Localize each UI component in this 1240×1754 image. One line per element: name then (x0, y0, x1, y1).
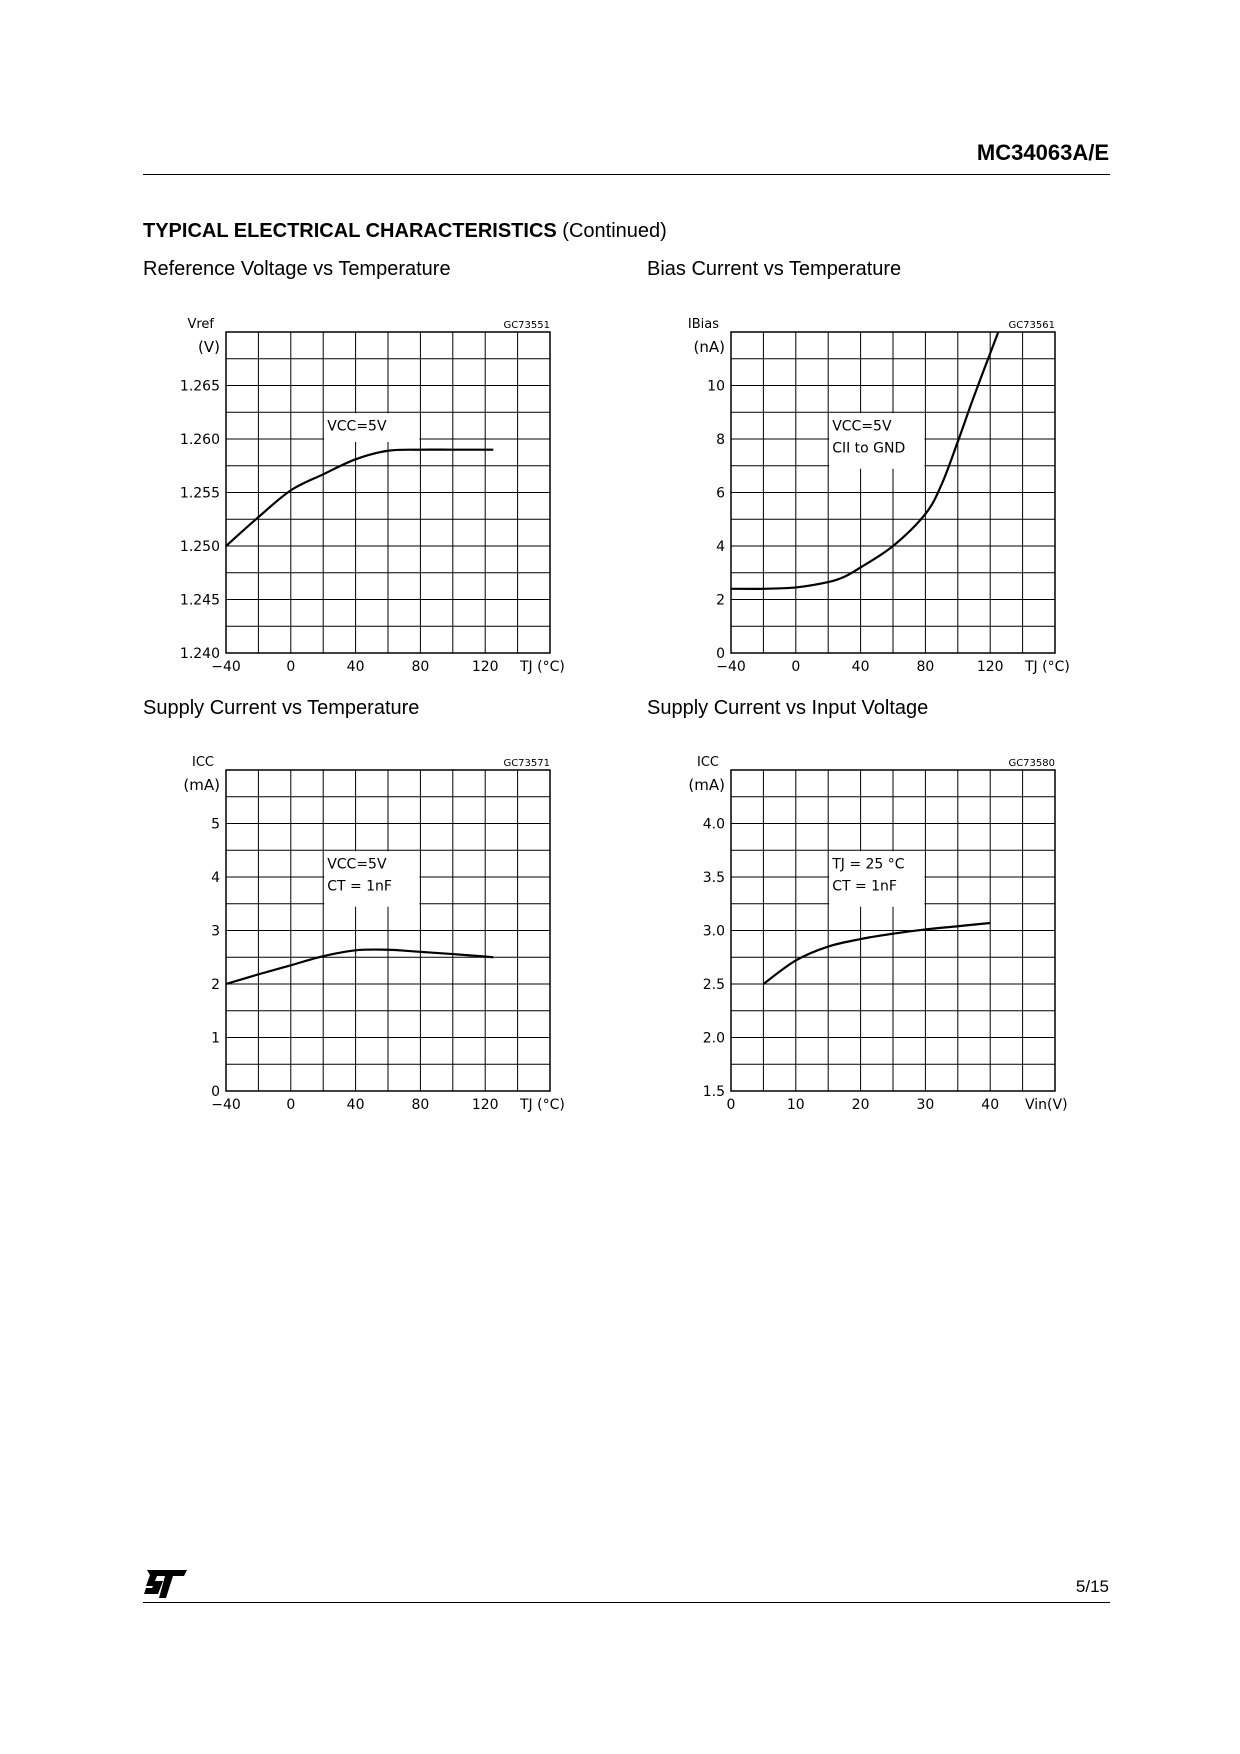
y-tick-label: 1.245 (179, 592, 220, 609)
annotation-text: CT = 1nF (327, 878, 392, 895)
chart-bias-current (645, 310, 1095, 680)
st-logo (143, 1568, 189, 1600)
x-axis-unit: TJ (°C) (520, 1097, 565, 1113)
y-axis-label: ICC (192, 755, 214, 770)
x-tick-label: 30 (916, 1097, 935, 1113)
x-tick-label: 80 (411, 659, 430, 675)
chart-supply-current-vin (645, 748, 1095, 1118)
y-tick-label: 2 (211, 977, 220, 993)
x-tick-label: 120 (976, 659, 1004, 675)
y-tick-label: 1.250 (179, 539, 220, 555)
chart-caption-supply-current-vin: Supply Current vs Input Voltage (647, 697, 929, 719)
x-tick-label: −40 (211, 659, 241, 675)
series-line (763, 923, 990, 984)
y-tick-label: 4.0 (702, 816, 725, 833)
chart-caption-bias-current: Bias Current vs Temperature (647, 258, 902, 280)
x-tick-label: 0 (286, 659, 296, 675)
document-title: MC34063A/E (976, 140, 1109, 165)
x-axis-unit: TJ (°C) (520, 659, 565, 675)
y-axis-unit: (mA) (688, 776, 725, 794)
figure-code: GC73571 (503, 758, 550, 769)
chart-supply-current-temp-svg (140, 748, 590, 1118)
y-tick-label: 4 (716, 539, 725, 555)
figure-code: GC73580 (1008, 758, 1055, 769)
x-tick-label: 40 (346, 659, 365, 675)
y-tick-label: 8 (716, 432, 725, 448)
st-logo-mark (143, 1568, 189, 1600)
x-tick-label: 80 (411, 1097, 430, 1113)
x-tick-label: 40 (981, 1097, 1000, 1113)
x-axis-unit: Vin(V) (1025, 1097, 1068, 1113)
chart-caption-supply-current-temp: Supply Current vs Temperature (143, 697, 420, 719)
y-axis-unit: (nA) (693, 338, 725, 356)
y-tick-label: 0 (716, 646, 725, 662)
chart-supply-current-temp (140, 748, 590, 1118)
section-title-rest: (Continued) (556, 220, 667, 242)
chart-supply-current-vin-svg (645, 748, 1095, 1118)
y-axis-label: ICC (697, 755, 719, 770)
annotation-text: CII to GND (832, 440, 906, 457)
y-tick-label: 1.5 (702, 1084, 725, 1100)
figure-code: GC73551 (503, 320, 550, 331)
x-tick-label: 40 (851, 659, 870, 675)
y-tick-label: 1.240 (179, 646, 220, 662)
y-tick-label: 2.0 (702, 1030, 725, 1047)
annotation-text: VCC=5V (327, 418, 387, 435)
chart-caption-ref-voltage: Reference Voltage vs Temperature (143, 258, 451, 280)
y-tick-label: 1.265 (179, 378, 220, 395)
chart-ref-voltage (140, 310, 590, 680)
x-axis-unit: TJ (°C) (1025, 659, 1070, 675)
y-tick-label: 3.0 (702, 923, 725, 940)
y-tick-label: 3.5 (702, 870, 725, 886)
y-tick-label: 10 (707, 378, 725, 395)
y-tick-label: 1.255 (179, 485, 220, 502)
annotation-text: TJ = 25 °C (832, 856, 905, 873)
page-number: 5/15 (1075, 1577, 1109, 1596)
x-tick-label: 0 (286, 1097, 296, 1113)
y-tick-label: 1 (211, 1030, 220, 1047)
x-tick-label: 120 (471, 1097, 499, 1113)
x-tick-label: 20 (851, 1097, 870, 1113)
x-tick-label: −40 (211, 1097, 241, 1113)
y-axis-unit: (mA) (183, 776, 220, 794)
x-tick-label: 0 (726, 1097, 736, 1113)
y-axis-label: IBias (687, 317, 719, 332)
footer-rule (143, 1602, 1110, 1603)
x-tick-label: −40 (716, 659, 746, 675)
x-tick-label: 120 (471, 659, 499, 675)
annotation-text: VCC=5V (832, 418, 892, 435)
x-tick-label: 0 (791, 659, 801, 675)
section-heading (143, 220, 667, 243)
y-tick-label: 0 (211, 1084, 220, 1100)
y-tick-label: 4 (211, 870, 220, 886)
x-tick-label: 80 (916, 659, 935, 675)
chart-ref-voltage-svg (140, 310, 590, 680)
y-axis-unit: (V) (198, 338, 220, 356)
annotation-text: VCC=5V (327, 856, 387, 873)
section-title-bold: TYPICAL ELECTRICAL CHARACTERISTICS (143, 220, 557, 242)
y-tick-label: 5 (211, 816, 220, 833)
chart-bias-current-svg (645, 310, 1095, 680)
y-tick-label: 6 (716, 485, 725, 502)
y-tick-label: 1.260 (179, 432, 220, 448)
y-axis-label: Vref (187, 317, 214, 332)
x-tick-label: 10 (786, 1097, 805, 1113)
y-tick-label: 3 (211, 923, 220, 940)
x-tick-label: 40 (346, 1097, 365, 1113)
annotation-text: CT = 1nF (832, 878, 897, 895)
y-tick-label: 2 (716, 592, 725, 609)
figure-code: GC73561 (1008, 320, 1055, 331)
y-tick-label: 2.5 (702, 977, 725, 993)
header-rule (143, 174, 1110, 175)
